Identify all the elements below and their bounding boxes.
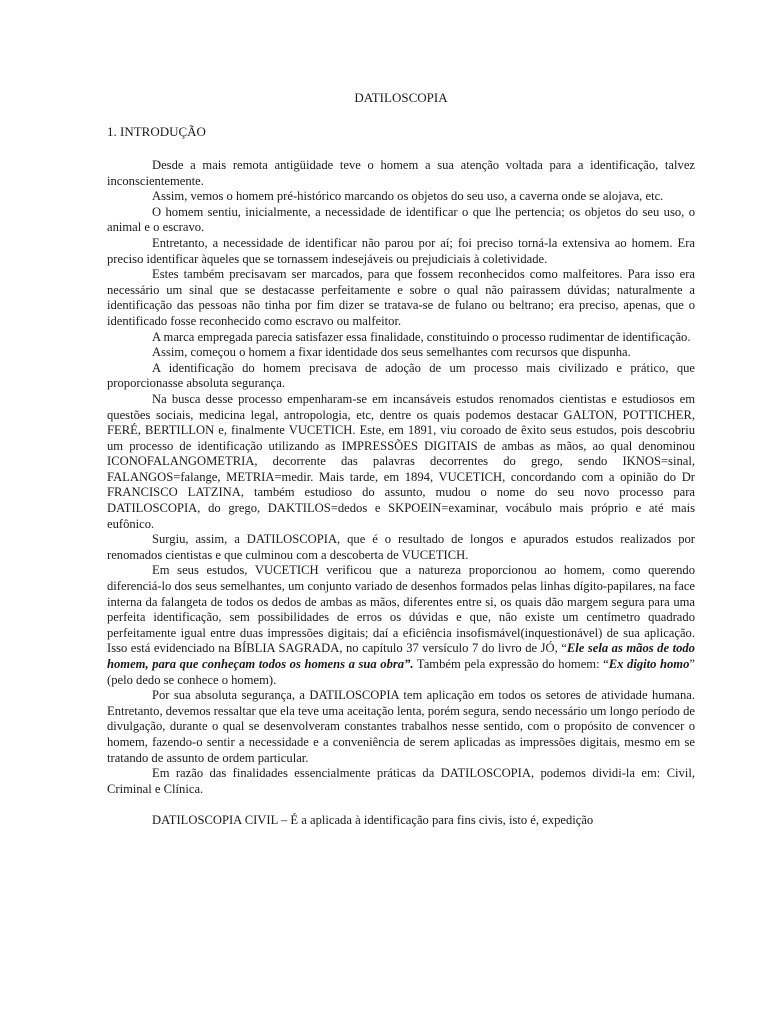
paragraph: O homem sentiu, inicialmente, a necessidade de identificar o que lhe pertencia; os objetos do seu uso, o animal e o escravo. [107, 204, 695, 235]
paragraph: Assim, começou o homem a fixar identidade dos seus semelhantes com recursos que dispunha. [152, 345, 631, 360]
document-title: DATILOSCOPIA [354, 90, 448, 105]
bible-quote: Ele sela as mãos de todo homem, para que conheçam todos os homens a sua obra”. [107, 641, 695, 671]
paragraph: Estes também precisavam ser marcados, para que fossem reconhecidos como malfeitores. Para isso era necessário um sinal que se destacasse perfeitamente e sobre o qual não pairassem dúvidas; naturalmente a identificação das pessoas não tinha por fim dizer se tratava-se de fulano ou beltrano; era preciso, apenas, que o identificado fosse reconhecido como escravo ou malfeitor. [107, 267, 695, 328]
section-heading: 1. INTRODUÇÃO [107, 124, 206, 139]
paragraph-text: Em seus estudos, VUCETICH verificou que a natureza proporcionou ao homem, como querendo diferenciá-lo dos seus semelhantes, um conjunto variado de desenhos formados pelas linhas dígito-papilares, na face interna da falangeta de todos os dedos de ambas as mãos, diferentes entre si, os quais dão margem segura para uma perfeita identificação, sem possibilidades de erros os dúvidas e que, não existe um centímetro quadrado perfeitamente igual entre duas impressões digitais; daí a eficiência insofismável(inquestionável) de sua aplicação. Isso está evidenciado na BÍBLIA SAGRADA, no capítulo 37 versículo 7 do livro de JÓ, “ [107, 563, 695, 656]
paragraph-text: ” (pelo dedo se conhece o homem). [107, 657, 695, 687]
paragraph-bible-quote [107, 563, 695, 688]
paragraph: Na busca desse processo empenharam-se em incansáveis estudos renomados cientistas e estudiosos em questões sociais, medicina legal, antropologia, etc, dentre os quais podemos destacar GALTON, POTTICHER, FERÉ, BERTILLON e, finalmente VUCETICH. Este, em 1891, viu coroado de êxito seus estudos, pois descobriu um processo de identificação utilizando as IMPRESSÕES DIGITAIS de ambas as mãos, ao qual denominou ICONOFALANGOMETRIA, decorrente das palavras decorrentes do grego, sendo IKNOS=sinal, FALANGOS=falange, METRIA=medir. Mais tarde, em 1894, VUCETICH, concordando com a opinião do Dr FRANCISCO LATZINA, também estudioso do assunto, mudou o nome do seu novo processo para DATILOSCOPIA, do grego, DAKTILOS=dedos e SKPOEIN=examinar, vocábulo mais próprio e até mais eufônico. [107, 391, 695, 531]
paragraph: DATILOSCOPIA CIVIL – É a aplicada à identificação para fins civis, isto é, expedição [152, 812, 594, 827]
paragraph: Surgiu, assim, a DATILOSCOPIA, que é o resultado de longos e apurados estudos realizados por renomados cientistas e que culminou com a descoberta de VUCETICH. [107, 532, 695, 562]
paragraph: A marca empregada parecia satisfazer essa finalidade, constituindo o processo rudimentar de identificação. [152, 329, 691, 344]
latin-phrase: Ex digito homo [608, 657, 690, 671]
paragraph: Em razão das finalidades essencialmente práticas da DATILOSCOPIA, podemos dividi-la em: Civil, Criminal e Clínica. [107, 766, 695, 796]
paragraph-text: Também pela expressão do homem: “ [413, 657, 609, 671]
paragraph: Assim, vemos o homem pré-histórico marcando os objetos do seu uso, a caverna onde se alojava, etc. [152, 189, 664, 204]
paragraph: A identificação do homem precisava de adoção de um processo mais civilizado e prático, que proporcionasse absoluta segurança. [107, 360, 695, 391]
paragraph: Por sua absoluta segurança, a DATILOSCOPIA tem aplicação em todos os setores de atividade humana. Entretanto, devemos ressaltar que ela teve uma aceitação lenta, porém segura, sendo necessário um longo período de divulgação, durante o qual se desenvolveram constantes trabalhos nesse sentido, com o propósito de convencer o homem, fazendo-o sentir a necessidade e a conveniência de serem aplicadas as impressões digitais, mesmo em se tratando de assunto de ordem particular. [107, 688, 695, 765]
paragraph: Entretanto, a necessidade de identificar não parou por aí; foi preciso torná-la extensiva ao homem. Era preciso identificar àqueles que se tornassem indesejáveis ou prejudiciais à coletividade. [107, 235, 695, 266]
paragraph: Desde a mais remota antigüidade teve o homem a sua atenção voltada para a identificação, talvez inconscientemente. [107, 158, 695, 188]
paragraphs [107, 158, 695, 829]
